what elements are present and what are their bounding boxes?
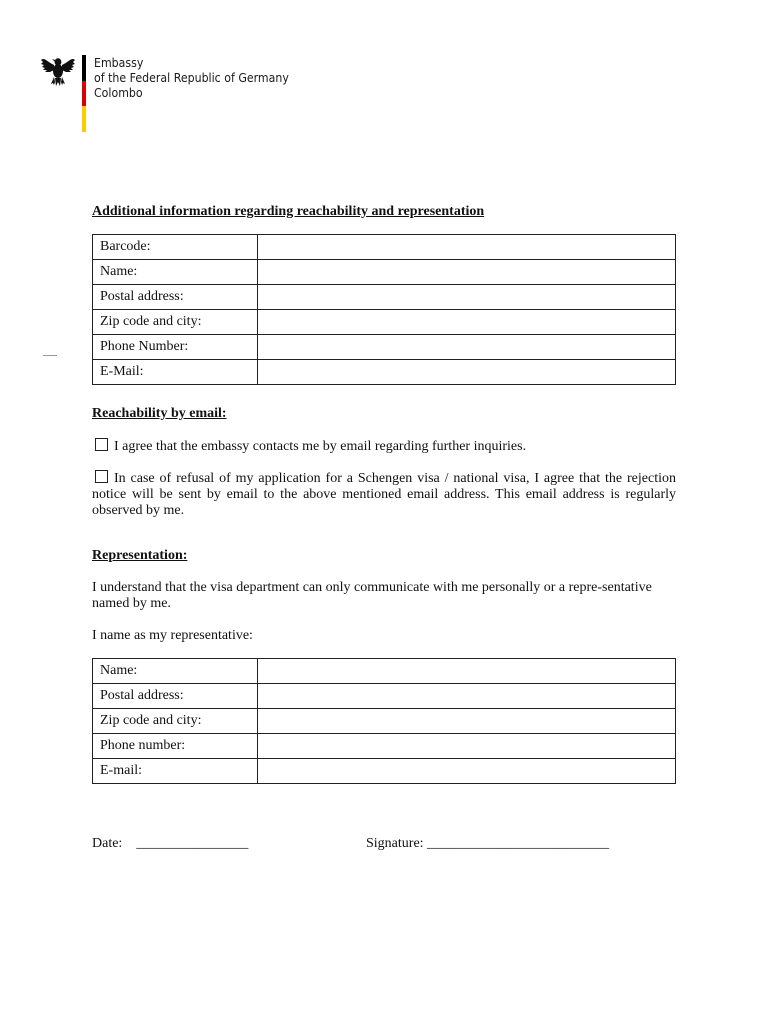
postal-address-field[interactable] <box>258 285 676 310</box>
table-row <box>93 260 676 285</box>
table-row <box>93 235 676 260</box>
german-eagle-emblem <box>40 54 76 88</box>
table-row <box>93 659 676 684</box>
punch-mark <box>43 355 57 356</box>
rep-email-label: E-mail: <box>93 759 258 784</box>
date-block <box>92 836 248 852</box>
rep-name-field[interactable] <box>258 659 676 684</box>
contact-table <box>92 234 676 385</box>
representative-prompt: I name as my representative: <box>92 628 253 643</box>
flag-stripe-gold <box>82 106 86 132</box>
email-field[interactable] <box>258 360 676 385</box>
representation-intro: I understand that the visa department can only communicate with me personally or a repre-sentative named by me. <box>92 580 652 611</box>
embassy-name <box>94 55 289 100</box>
table-row <box>93 335 676 360</box>
table-row <box>93 684 676 709</box>
rep-zip-city-field[interactable] <box>258 709 676 734</box>
table-row <box>93 285 676 310</box>
name-field[interactable] <box>258 260 676 285</box>
phone-label: Phone Number: <box>93 335 258 360</box>
table-row <box>93 360 676 385</box>
rep-name-label: Name: <box>93 659 258 684</box>
flag-stripe-red <box>82 81 86 107</box>
signature-label: Signature: <box>366 836 424 851</box>
date-line[interactable]: ________________ <box>136 836 249 851</box>
barcode-field[interactable] <box>258 235 676 260</box>
rep-phone-field[interactable] <box>258 734 676 759</box>
zip-city-label: Zip code and city: <box>93 310 258 335</box>
rep-zip-city-label: Zip code and city: <box>93 709 258 734</box>
email-section-title: Reachability by email: <box>92 406 227 421</box>
date-label: Date: <box>92 836 123 851</box>
table-row <box>93 310 676 335</box>
barcode-label: Barcode: <box>93 235 258 260</box>
embassy-line-1: Embassy <box>94 55 144 70</box>
representative-table <box>92 658 676 784</box>
table-row <box>93 734 676 759</box>
rep-phone-label: Phone number: <box>93 734 258 759</box>
flag-stripe-black <box>82 55 86 81</box>
phone-field[interactable] <box>258 335 676 360</box>
email-consent-option-2 <box>92 470 676 519</box>
signature-line[interactable]: __________________________ <box>427 836 610 851</box>
flag-bar <box>82 55 86 132</box>
email-consent-text-1: I agree that the embassy contacts me by email regarding further inquiries. <box>114 439 527 454</box>
rep-postal-address-field[interactable] <box>258 684 676 709</box>
rep-email-field[interactable] <box>258 759 676 784</box>
table-row <box>93 759 676 784</box>
signature-block <box>366 836 609 852</box>
zip-city-field[interactable] <box>258 310 676 335</box>
contact-section-title: Additional information regarding reachability and representation <box>92 204 485 219</box>
table-row <box>93 709 676 734</box>
postal-address-label: Postal address: <box>93 285 258 310</box>
representation-section-title: Representation: <box>92 548 188 563</box>
embassy-line-3: Colombo <box>94 85 143 100</box>
embassy-line-2: of the Federal Republic of Germany <box>94 70 289 85</box>
email-consent-text-2: In case of refusal of my application for a Schengen visa / national visa, I agree that the rejection notice will be sent by email to the above mentioned email address. This email address is regularly observed by me. <box>92 471 676 518</box>
checkbox-email-contact[interactable] <box>95 438 108 451</box>
name-label: Name: <box>93 260 258 285</box>
email-label: E-Mail: <box>93 360 258 385</box>
email-consent-option-1 <box>92 438 676 455</box>
checkbox-email-rejection[interactable] <box>95 470 108 483</box>
rep-postal-address-label: Postal address: <box>93 684 258 709</box>
